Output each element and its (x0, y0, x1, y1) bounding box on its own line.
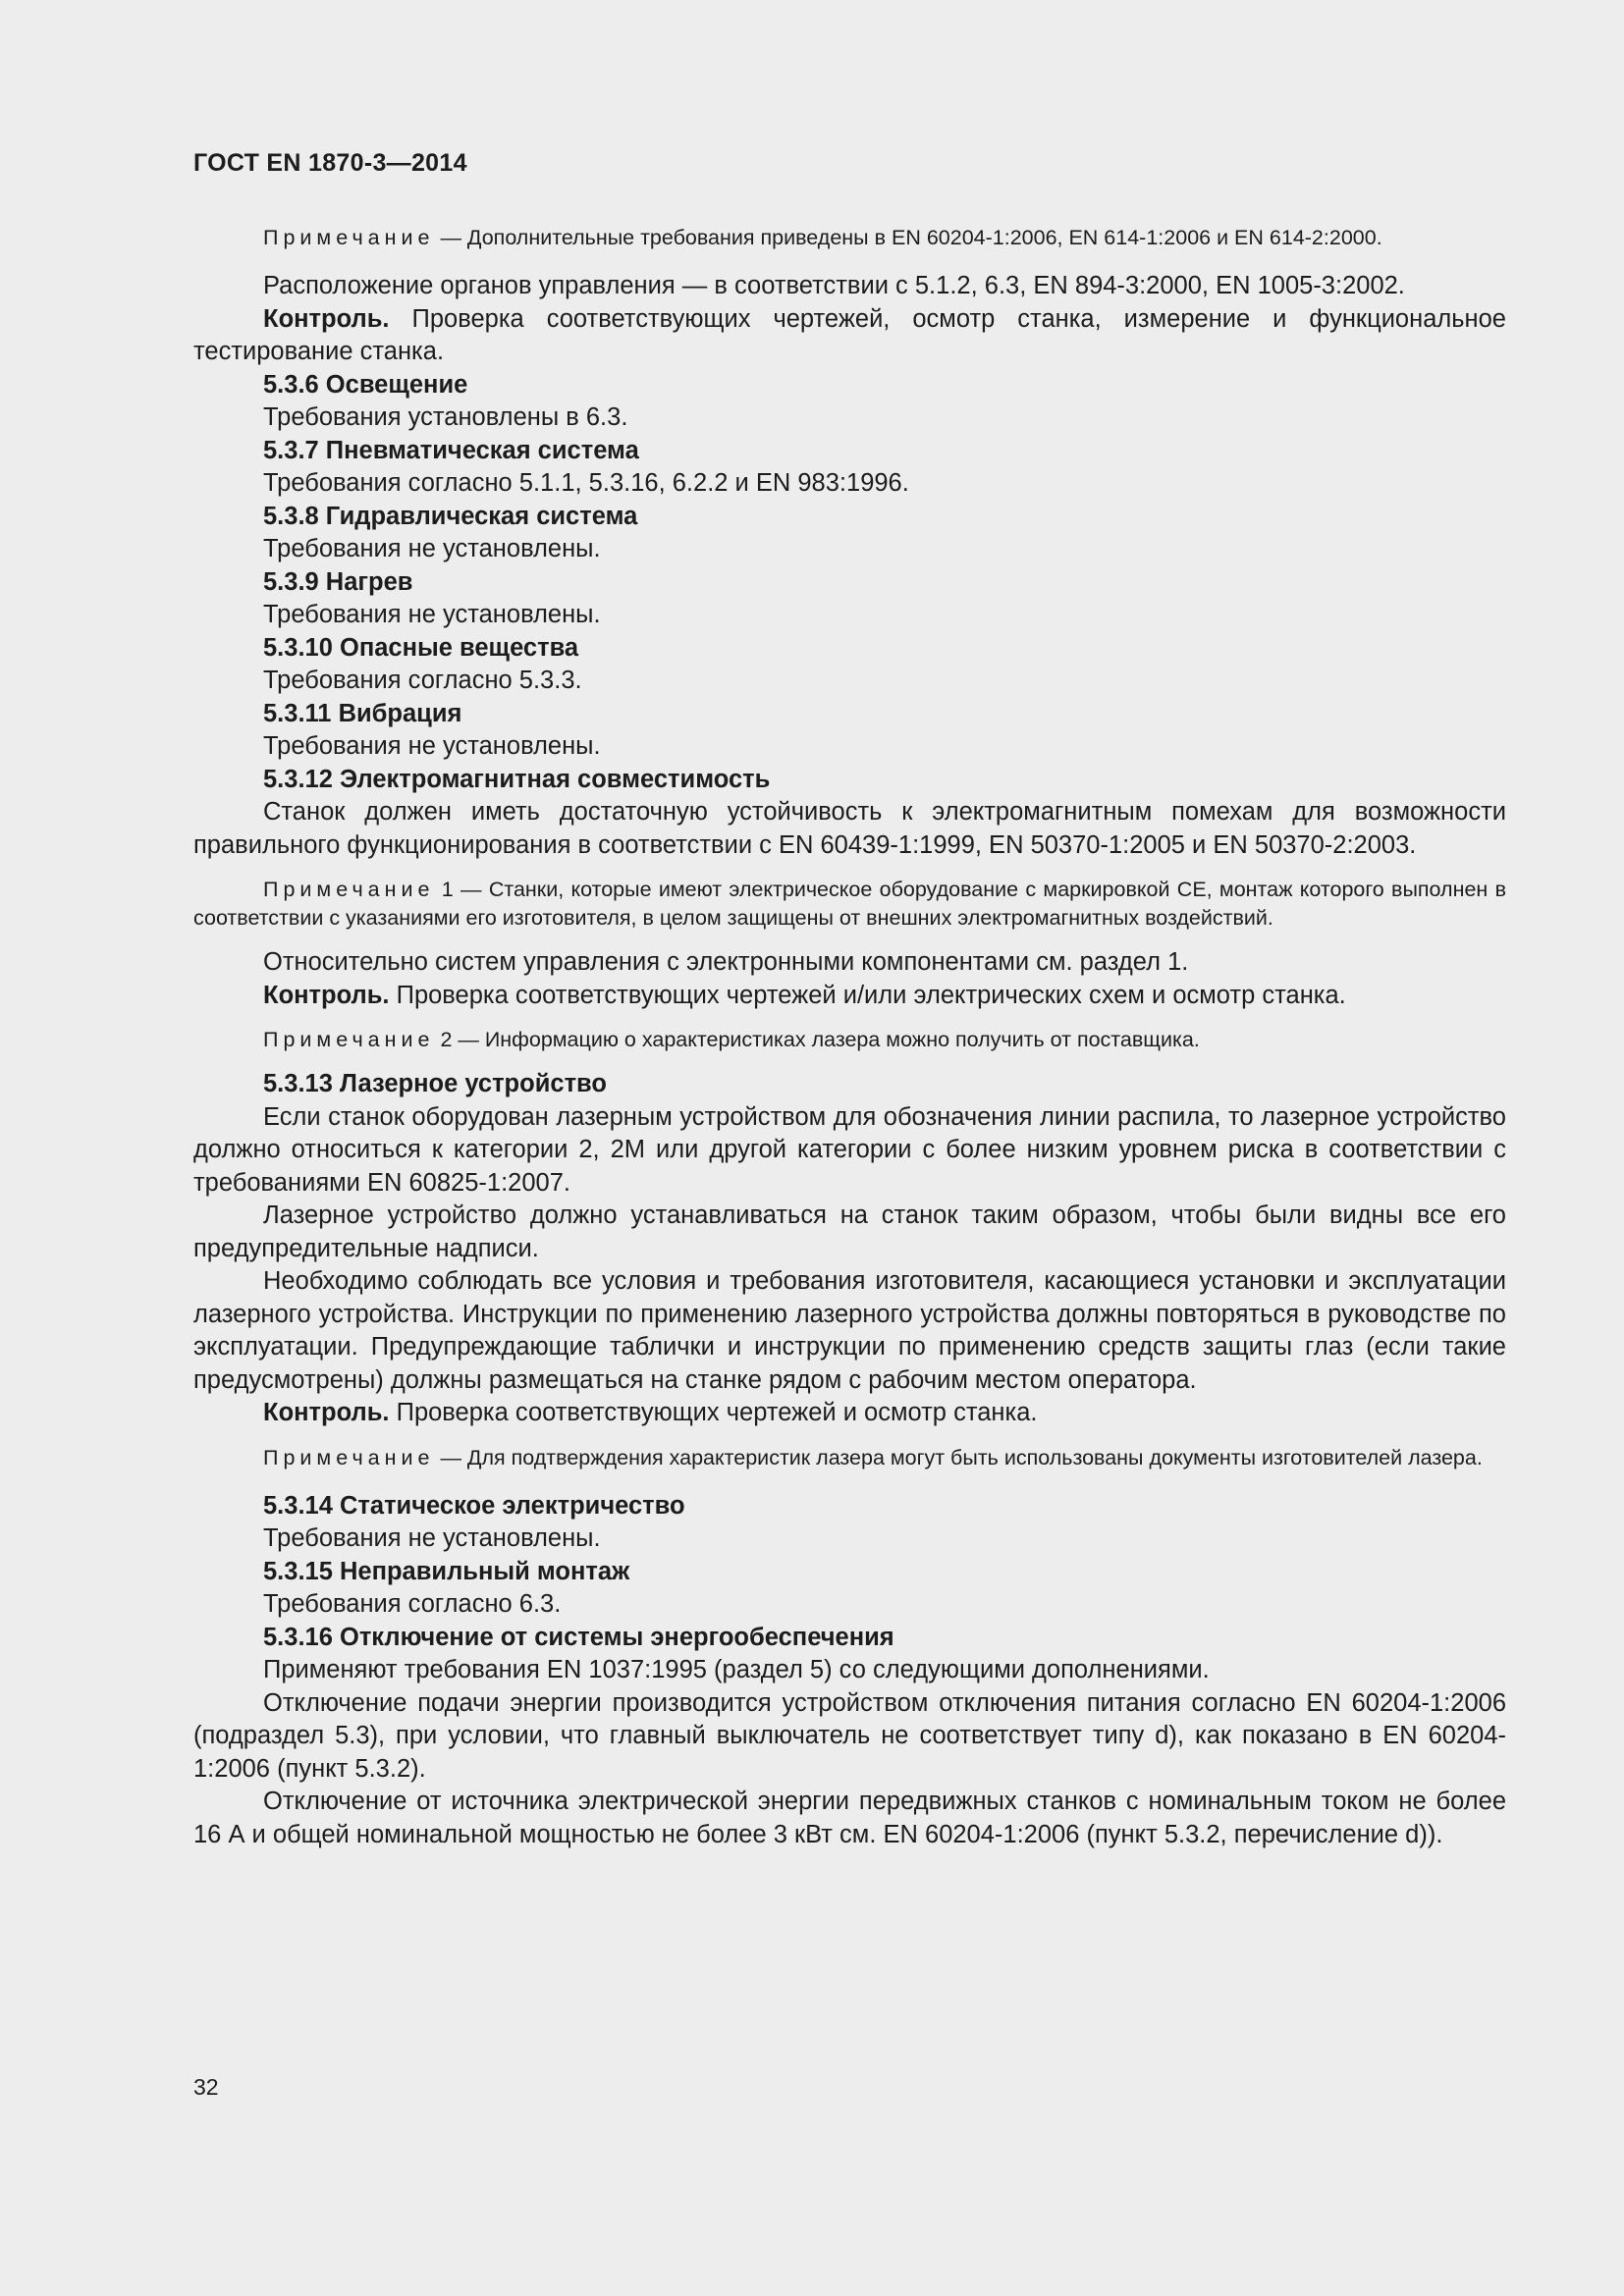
paragraph: Станок должен иметь достаточную устойчивость к электромагнитным помехам для возможности правильного функционирования в соответствии с EN 60439-1:1999, EN 50370-1:2005 и EN 50370-2:2003. (193, 798, 1506, 859)
note-text: 1 — Станки, которые имеют электрическое оборудование с маркировкой CE, монтаж которого выполнен в соответствии с указаниями его изготовителя, в целом защищены от внешних электромагнитных воздействий. (193, 878, 1506, 930)
document-header: ГОСТ EN 1870-3—2014 (193, 149, 467, 177)
paragraph: Лазерное устройство должно устанавливаться на станок таким образом, чтобы были видны все его предупредительные надписи. (193, 1201, 1506, 1262)
paragraph: Требования не установлены. (263, 732, 601, 760)
paragraph: Если станок оборудован лазерным устройством для обозначения линии распила, то лазерное устройство должно относиться к категории 2, 2M или другой категории с более низким уровнем риска в соответствии с требованиями EN 60825-1:2007. (193, 1102, 1506, 1197)
control-text: Проверка соответствующих чертежей и/или электрических схем и осмотр станка. (396, 981, 1346, 1009)
paragraph: Требования не установлены. (263, 601, 601, 628)
control-text: Проверка соответствующих чертежей, осмотр станка, измерение и функциональное тестирование станка. (193, 304, 1506, 365)
note-paragraph (193, 876, 1506, 933)
section-heading: 5.3.10 Опасные вещества (263, 633, 579, 662)
paragraph: Требования согласно 5.1.1, 5.3.16, 6.2.2 и EN 983:1996. (263, 469, 909, 497)
section-heading: 5.3.14 Статическое электричество (263, 1491, 685, 1520)
section-heading: 5.3.7 Пневматическая система (263, 436, 639, 464)
note-label: Примечание (263, 1445, 435, 1469)
section-heading: 5.3.6 Освещение (263, 370, 468, 399)
paragraph: Отключение от источника электрической энергии передвижных станков с номинальным током не более 16 А и общей номинальной мощностью не более 3 кВт см. EN 60204-1:2006 (пункт 5.3.2, перечисление d)). (193, 1788, 1506, 1848)
note-paragraph (193, 224, 1506, 252)
note-paragraph (193, 1444, 1506, 1472)
paragraph: Требования согласно 5.3.3. (263, 667, 582, 694)
section-heading: 5.3.13 Лазерное устройство (263, 1070, 607, 1097)
paragraph: Отключение подачи энергии производится устройством отключения питания согласно EN 60204-1:2006 (подраздел 5.3), при условии, что главный выключатель не соответствует типу d), как показано в EN 60204-1:2006 (пункт 5.3.2). (193, 1688, 1506, 1783)
page-number: 32 (193, 2074, 219, 2100)
note-text: — Для подтверждения характеристик лазера могут быть использованы документы изготовителей лазера. (440, 1445, 1483, 1469)
note-text: 2 — Информацию о характеристиках лазера можно получить от поставщика. (440, 1028, 1200, 1051)
section-heading: 5.3.8 Гидравлическая система (263, 502, 638, 530)
control-paragraph (193, 980, 1506, 1013)
paragraph: Требования не установлены. (263, 535, 601, 562)
paragraph: Требования согласно 6.3. (263, 1590, 562, 1618)
control-label: Контроль. (263, 304, 390, 333)
control-paragraph (193, 1397, 1506, 1430)
paragraph: Требования не установлены. (263, 1524, 601, 1552)
paragraph: Необходимо соблюдать все условия и требования изготовителя, касающиеся установки и эксплуатации лазерного устройства. Инструкции по применению лазерного устройства должны повторяться в руководстве по эксплуатации. Предупреждающие таблички и инструкции по применению средств защиты глаз (если такие предусмотрены) должны размещаться на станке рядом с рабочим местом оператора. (193, 1267, 1506, 1394)
control-text: Проверка соответствующих чертежей и осмотр станка. (396, 1399, 1038, 1426)
note-label: Примечание (263, 878, 435, 901)
section-heading: 5.3.9 Нагрев (263, 567, 413, 596)
paragraph: Требования установлены в 6.3. (263, 403, 628, 431)
note-paragraph (193, 1026, 1506, 1054)
control-paragraph (193, 303, 1506, 369)
section-heading: 5.3.16 Отключение от системы энергообеспечения (263, 1623, 894, 1651)
paragraph: Относительно систем управления с электронными компонентами см. раздел 1. (263, 948, 1189, 976)
document-body (193, 224, 1506, 1851)
control-label: Контроль. (263, 1399, 390, 1426)
paragraph: Расположение органов управления — в соответствии с 5.1.2, 6.3, EN 894-3:2000, EN 1005-3:2002. (263, 272, 1405, 299)
section-heading: 5.3.12 Электромагнитная совместимость (263, 765, 771, 793)
note-text: — Дополнительные требования приведены в EN 60204-1:2006, EN 614-1:2006 и EN 614-2:2000. (440, 226, 1382, 249)
control-label: Контроль. (263, 981, 390, 1009)
note-label: Примечание (263, 1028, 435, 1051)
section-heading: 5.3.15 Неправильный монтаж (263, 1557, 630, 1585)
paragraph: Применяют требования EN 1037:1995 (раздел 5) со следующими дополнениями. (263, 1656, 1210, 1683)
note-label: Примечание (263, 226, 435, 249)
section-heading: 5.3.11 Вибрация (263, 699, 462, 727)
